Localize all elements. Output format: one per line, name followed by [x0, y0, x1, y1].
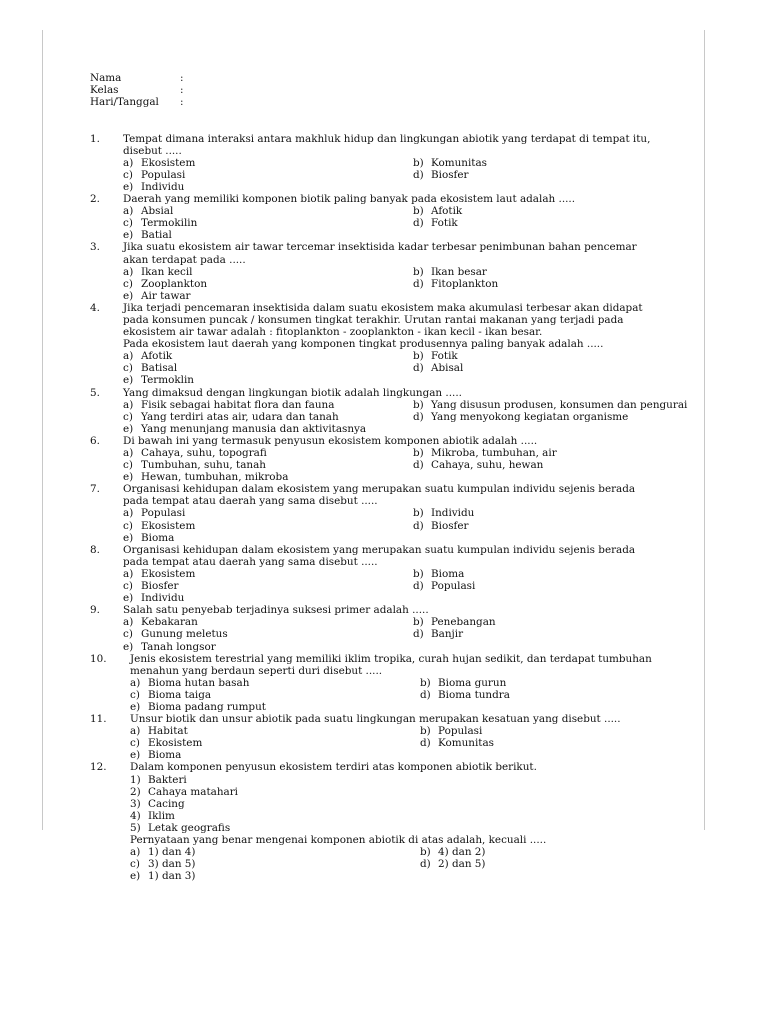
option-text: Absial [141, 205, 174, 218]
option-letter: b) [420, 846, 431, 859]
question-text-line: Tempat dimana interaksi antara makhluk hidup dan lingkungan abiotik yang terdapat di tempat itu, [123, 132, 651, 145]
question-body [123, 604, 690, 652]
answer-option [413, 157, 690, 169]
question-text-line: pada tempat atau daerah yang sama disebut ..... [123, 495, 378, 508]
answer-option [130, 737, 420, 749]
option-text: Batisal [141, 362, 178, 375]
answer-option [123, 290, 413, 302]
option-text: Termoklin [141, 374, 194, 387]
student-header [90, 72, 690, 109]
header-colon: : [180, 84, 184, 97]
answer-option [123, 266, 413, 278]
option-text: 1) dan 4) [148, 846, 196, 859]
option-text: Fitoplankton [431, 277, 499, 290]
option-text: Hewan, tumbuhan, mikroba [141, 471, 289, 484]
option-letter: e) [123, 229, 134, 242]
answer-options [130, 846, 690, 882]
question-body [130, 761, 690, 882]
option-letter: a) [130, 676, 141, 689]
answer-options [123, 568, 690, 604]
answer-option [413, 507, 690, 519]
statement-item [130, 798, 690, 810]
option-text: Fisik sebagai habitat flora dan fauna [141, 398, 335, 411]
option-text: Ekosistem [141, 156, 196, 169]
answer-option [413, 217, 690, 229]
option-letter: b) [413, 398, 424, 411]
header-row-date [90, 96, 690, 108]
option-text: 3) dan 5) [148, 858, 196, 871]
header-colon: : [180, 72, 184, 84]
question-text-line: Dalam komponen penyusun ekosistem terdiri atas komponen abiotik berikut. [130, 761, 537, 774]
answer-option [123, 181, 413, 193]
option-text: Individu [431, 507, 475, 520]
question-10 [90, 653, 690, 713]
option-letter: c) [123, 277, 133, 290]
question-5 [90, 387, 690, 435]
option-letter: a) [123, 616, 134, 629]
header-row-name [90, 72, 690, 84]
answer-option [413, 411, 690, 423]
option-text: Afotik [431, 205, 463, 218]
answer-option [413, 205, 690, 217]
answer-option [420, 677, 690, 689]
question-text-line: Organisasi kehidupan dalam ekosistem yang merupakan suatu kumpulan individu sejenis berada [123, 483, 636, 496]
option-text: 1) dan 3) [148, 870, 196, 883]
question-7 [90, 483, 690, 543]
question-body [123, 435, 690, 483]
page-border-left [42, 30, 43, 830]
option-letter: e) [123, 180, 134, 193]
option-text: 4) dan 2) [438, 846, 486, 859]
option-text: Ikan besar [431, 265, 487, 278]
answer-option [123, 507, 413, 519]
option-letter: b) [413, 265, 424, 278]
option-text: Yang menunjang manusia dan aktivitasnya [141, 422, 367, 435]
answer-option [123, 217, 413, 229]
answer-option [123, 399, 413, 411]
option-text: Populasi [438, 725, 483, 738]
answer-option [413, 616, 690, 628]
option-text: Bioma [431, 567, 465, 580]
option-text: Populasi [141, 168, 186, 181]
answer-options [123, 205, 690, 241]
question-body [130, 713, 690, 761]
option-letter: c) [123, 362, 133, 375]
answer-option [413, 278, 690, 290]
answer-option [123, 641, 413, 653]
answer-option [413, 362, 690, 374]
question-text-line: Unsur biotik dan unsur abiotik pada suatu lingkungan merupakan kesatuan yang disebut ..... [130, 713, 621, 726]
answer-option [420, 846, 690, 858]
option-text: Penebangan [431, 616, 496, 629]
option-letter: b) [413, 156, 424, 169]
option-letter: d) [413, 519, 424, 532]
statement-number: 5) [130, 821, 141, 834]
question-text-line: menahun yang berdaun seperti duri disebut ..... [130, 664, 383, 677]
option-letter: e) [123, 374, 134, 387]
question-11 [90, 713, 690, 761]
answer-option [130, 689, 420, 701]
page-border-right [704, 30, 705, 830]
answer-options [130, 725, 690, 761]
option-text: Zooplankton [141, 277, 208, 290]
option-letter: a) [123, 507, 134, 520]
option-letter: d) [413, 277, 424, 290]
option-text: Bioma tundra [438, 688, 510, 701]
option-text: Fotik [431, 350, 458, 363]
option-text: Populasi [431, 580, 476, 593]
question-body [123, 302, 690, 387]
question-body [130, 653, 690, 713]
answer-option [130, 870, 420, 882]
question-number: 2. [90, 193, 100, 206]
option-text: Populasi [141, 507, 186, 520]
answer-option [413, 580, 690, 592]
question-number: 9. [90, 604, 100, 617]
question-number: 10. [90, 652, 107, 665]
option-text: Komunitas [438, 737, 495, 750]
option-text: 2) dan 5) [438, 858, 486, 871]
question-number: 4. [90, 301, 100, 314]
option-letter: d) [413, 628, 424, 641]
question-2 [90, 193, 690, 241]
option-text: Bioma [148, 749, 182, 762]
option-text: Afotik [141, 350, 173, 363]
statement-text: Bakteri [148, 773, 187, 786]
header-label: Kelas [90, 84, 119, 97]
question-list [90, 133, 690, 883]
option-letter: c) [130, 688, 140, 701]
option-letter: e) [123, 531, 134, 544]
option-text: Gunung meletus [141, 628, 228, 641]
question-text-line: Di bawah ini yang termasuk penyusun ekosistem komponen abiotik adalah ..... [123, 434, 538, 447]
statement-number: 1) [130, 773, 141, 786]
answer-option [413, 568, 690, 580]
option-text: Termokilin [141, 217, 198, 230]
option-letter: d) [413, 168, 424, 181]
question-3 [90, 241, 690, 301]
option-text: Biosfer [431, 168, 469, 181]
option-letter: b) [413, 447, 424, 459]
question-text-line: Jika terjadi pencemaran insektisida dalam suatu ekosistem maka akumulasi terbesar akan didapat [123, 301, 643, 314]
option-letter: a) [123, 350, 134, 363]
option-text: Individu [141, 180, 185, 193]
question-text-line: Pada ekosistem laut daerah yang komponen tingkat produsennya paling banyak adalah ..... [123, 338, 604, 351]
answer-option [130, 677, 420, 689]
question-text-line: Salah satu penyebab terjadinya suksesi primer adalah ..... [123, 604, 429, 617]
answer-option [123, 447, 413, 459]
question-number: 12. [90, 761, 107, 774]
answer-option [130, 749, 420, 761]
option-text: Yang menyokong kegiatan organisme [431, 410, 629, 423]
answer-options [123, 266, 690, 302]
answer-option [123, 592, 413, 604]
answer-options [123, 399, 690, 435]
question-4 [90, 302, 690, 387]
option-text: Bioma taiga [148, 688, 212, 701]
option-letter: c) [123, 168, 133, 181]
option-text: Ekosistem [148, 737, 203, 750]
option-letter: a) [123, 156, 134, 169]
option-text: Bioma [141, 531, 175, 544]
answer-option [420, 689, 690, 701]
statement-text: Letak geografis [148, 821, 231, 834]
option-text: Banjir [431, 628, 464, 641]
question-6 [90, 435, 690, 483]
answer-option [420, 858, 690, 870]
option-letter: a) [123, 447, 134, 459]
option-letter: a) [123, 205, 134, 218]
answer-option [123, 568, 413, 580]
option-letter: d) [413, 362, 424, 375]
question-prompt: Pernyataan yang benar mengenai komponen abiotik di atas adalah, kecuali ..... [130, 834, 547, 846]
option-letter: e) [130, 870, 141, 883]
option-text: Bioma gurun [438, 676, 507, 689]
question-number: 5. [90, 386, 100, 399]
answer-option [123, 278, 413, 290]
question-body [123, 133, 690, 193]
question-12 [90, 761, 690, 882]
answer-option [413, 628, 690, 640]
option-letter: a) [123, 265, 134, 278]
option-letter: e) [123, 289, 134, 302]
option-letter: b) [413, 507, 424, 520]
option-text: Cahaya, suhu, hewan [431, 459, 544, 472]
option-letter: b) [413, 205, 424, 218]
option-letter: a) [130, 846, 141, 859]
exam-sheet [90, 72, 690, 882]
option-letter: b) [413, 616, 424, 629]
option-letter: a) [123, 398, 134, 411]
option-letter: a) [123, 567, 134, 580]
option-letter: b) [413, 350, 424, 363]
header-label: Nama [90, 72, 122, 84]
answer-option [413, 266, 690, 278]
answer-option [413, 169, 690, 181]
option-text: Tumbuhan, suhu, tanah [141, 459, 266, 472]
answer-option [123, 616, 413, 628]
option-letter: e) [123, 471, 134, 484]
answer-option [413, 459, 690, 471]
statement-number: 4) [130, 809, 141, 822]
header-label: Hari/Tanggal [90, 96, 159, 109]
answer-option [123, 423, 413, 435]
question-number: 1. [90, 132, 100, 145]
statement-item [130, 810, 690, 822]
answer-option [420, 737, 690, 749]
answer-option [413, 350, 690, 362]
option-text: Abisal [431, 362, 464, 375]
header-row-class [90, 84, 690, 96]
question-text-line: Yang dimaksud dengan lingkungan biotik adalah lingkungan ..... [123, 386, 462, 399]
option-letter: a) [130, 725, 141, 738]
option-letter: c) [123, 628, 133, 641]
option-text: Bioma hutan basah [148, 676, 250, 689]
option-letter: e) [123, 592, 134, 605]
option-text: Tanah longsor [141, 640, 216, 653]
answer-option [123, 374, 413, 386]
question-text-line: ekosistem air tawar adalah : fitoplankton - zooplankton - ikan kecil - ikan besar. [123, 326, 543, 339]
question-number: 11. [90, 713, 107, 726]
question-body [123, 193, 690, 241]
question-text-line: akan terdapat pada ..... [123, 253, 246, 266]
question-text-line: pada konsumen puncak / konsumen tingkat terakhir. Urutan rantai makanan yang terjadi pada [123, 313, 624, 326]
answer-option [420, 725, 690, 737]
question-number: 8. [90, 543, 100, 556]
option-letter: e) [130, 749, 141, 762]
option-text: Mikroba, tumbuhan, air [431, 447, 557, 459]
question-text-line: pada tempat atau daerah yang sama disebut ..... [123, 555, 378, 568]
option-letter: e) [130, 700, 141, 713]
answer-options [123, 157, 690, 193]
question-body [123, 387, 690, 435]
option-text: Individu [141, 592, 185, 605]
question-9 [90, 604, 690, 652]
answer-options [130, 677, 690, 713]
option-letter: e) [123, 640, 134, 653]
question-text-line: Organisasi kehidupan dalam ekosistem yang merupakan suatu kumpulan individu sejenis berada [123, 543, 636, 556]
option-letter: d) [413, 459, 424, 472]
question-body [123, 483, 690, 543]
question-text-line: disebut ..... [123, 144, 182, 157]
statement-text: Cacing [148, 797, 185, 810]
answer-option [123, 520, 413, 532]
option-letter: d) [413, 580, 424, 593]
question-number: 6. [90, 434, 100, 447]
question-8 [90, 544, 690, 604]
question-text-line: Daerah yang memiliki komponen biotik paling banyak pada ekosistem laut adalah ..... [123, 193, 576, 206]
answer-option [123, 362, 413, 374]
answer-option [123, 205, 413, 217]
option-letter: b) [420, 725, 431, 738]
option-letter: c) [123, 217, 133, 230]
answer-option [123, 411, 413, 423]
answer-option [123, 169, 413, 181]
option-letter: d) [420, 688, 431, 701]
statement-text: Iklim [148, 809, 175, 822]
answer-option [413, 520, 690, 532]
question-number: 3. [90, 241, 100, 254]
option-letter: c) [123, 410, 133, 423]
option-text: Yang terdiri atas air, udara dan tanah [141, 410, 339, 423]
option-letter: c) [123, 459, 133, 472]
question-1 [90, 133, 690, 193]
option-text: Biosfer [431, 519, 469, 532]
option-text: Yang disusun produsen, konsumen dan pengurai [431, 398, 688, 411]
question-body [123, 241, 690, 301]
answer-option [130, 846, 420, 858]
answer-option [123, 628, 413, 640]
header-colon: : [180, 96, 184, 109]
option-text: Habitat [148, 725, 188, 738]
option-text: Bioma padang rumput [148, 700, 266, 713]
statement-item [130, 774, 690, 786]
answer-options [123, 616, 690, 652]
option-letter: d) [413, 410, 424, 423]
statement-item [130, 786, 690, 798]
option-text: Ekosistem [141, 567, 196, 580]
option-text: Biosfer [141, 580, 179, 593]
option-letter: d) [420, 858, 431, 871]
statement-number: 3) [130, 797, 141, 810]
answer-option [123, 459, 413, 471]
option-letter: e) [123, 422, 134, 435]
question-text-line: Jenis ekosistem terestrial yang memiliki iklim tropika, curah hujan sedikit, dan terdapat tumbuhan [130, 652, 652, 665]
statement-text: Cahaya matahari [148, 785, 238, 798]
answer-option [123, 229, 413, 241]
option-text: Kebakaran [141, 616, 198, 629]
option-text: Cahaya, suhu, topografi [141, 447, 267, 459]
answer-option [413, 399, 690, 411]
answer-option [123, 532, 413, 544]
answer-option [130, 858, 420, 870]
option-letter: c) [130, 858, 140, 871]
option-text: Fotik [431, 217, 458, 230]
answer-option [413, 447, 690, 459]
option-letter: c) [123, 580, 133, 593]
option-text: Batial [141, 229, 172, 242]
answer-option [123, 157, 413, 169]
option-letter: b) [413, 567, 424, 580]
answer-option [123, 580, 413, 592]
option-letter: c) [123, 519, 133, 532]
answer-option [130, 701, 420, 713]
answer-option [123, 350, 413, 362]
option-letter: b) [420, 676, 431, 689]
option-text: Ikan kecil [141, 265, 193, 278]
answer-options [123, 350, 690, 386]
question-body [123, 544, 690, 604]
answer-options [123, 447, 690, 483]
answer-options [123, 507, 690, 543]
answer-option [130, 725, 420, 737]
option-text: Komunitas [431, 156, 488, 169]
question-text-line: Jika suatu ekosistem air tawar tercemar insektisida kadar terbesar penimbunan bahan pencemar [123, 241, 637, 254]
answer-option [123, 471, 413, 483]
question-number: 7. [90, 483, 100, 496]
option-letter: d) [420, 737, 431, 750]
statement-item [130, 822, 690, 834]
option-letter: d) [413, 217, 424, 230]
option-letter: c) [130, 737, 140, 750]
statement-number: 2) [130, 785, 141, 798]
option-text: Ekosistem [141, 519, 196, 532]
option-text: Air tawar [141, 289, 191, 302]
